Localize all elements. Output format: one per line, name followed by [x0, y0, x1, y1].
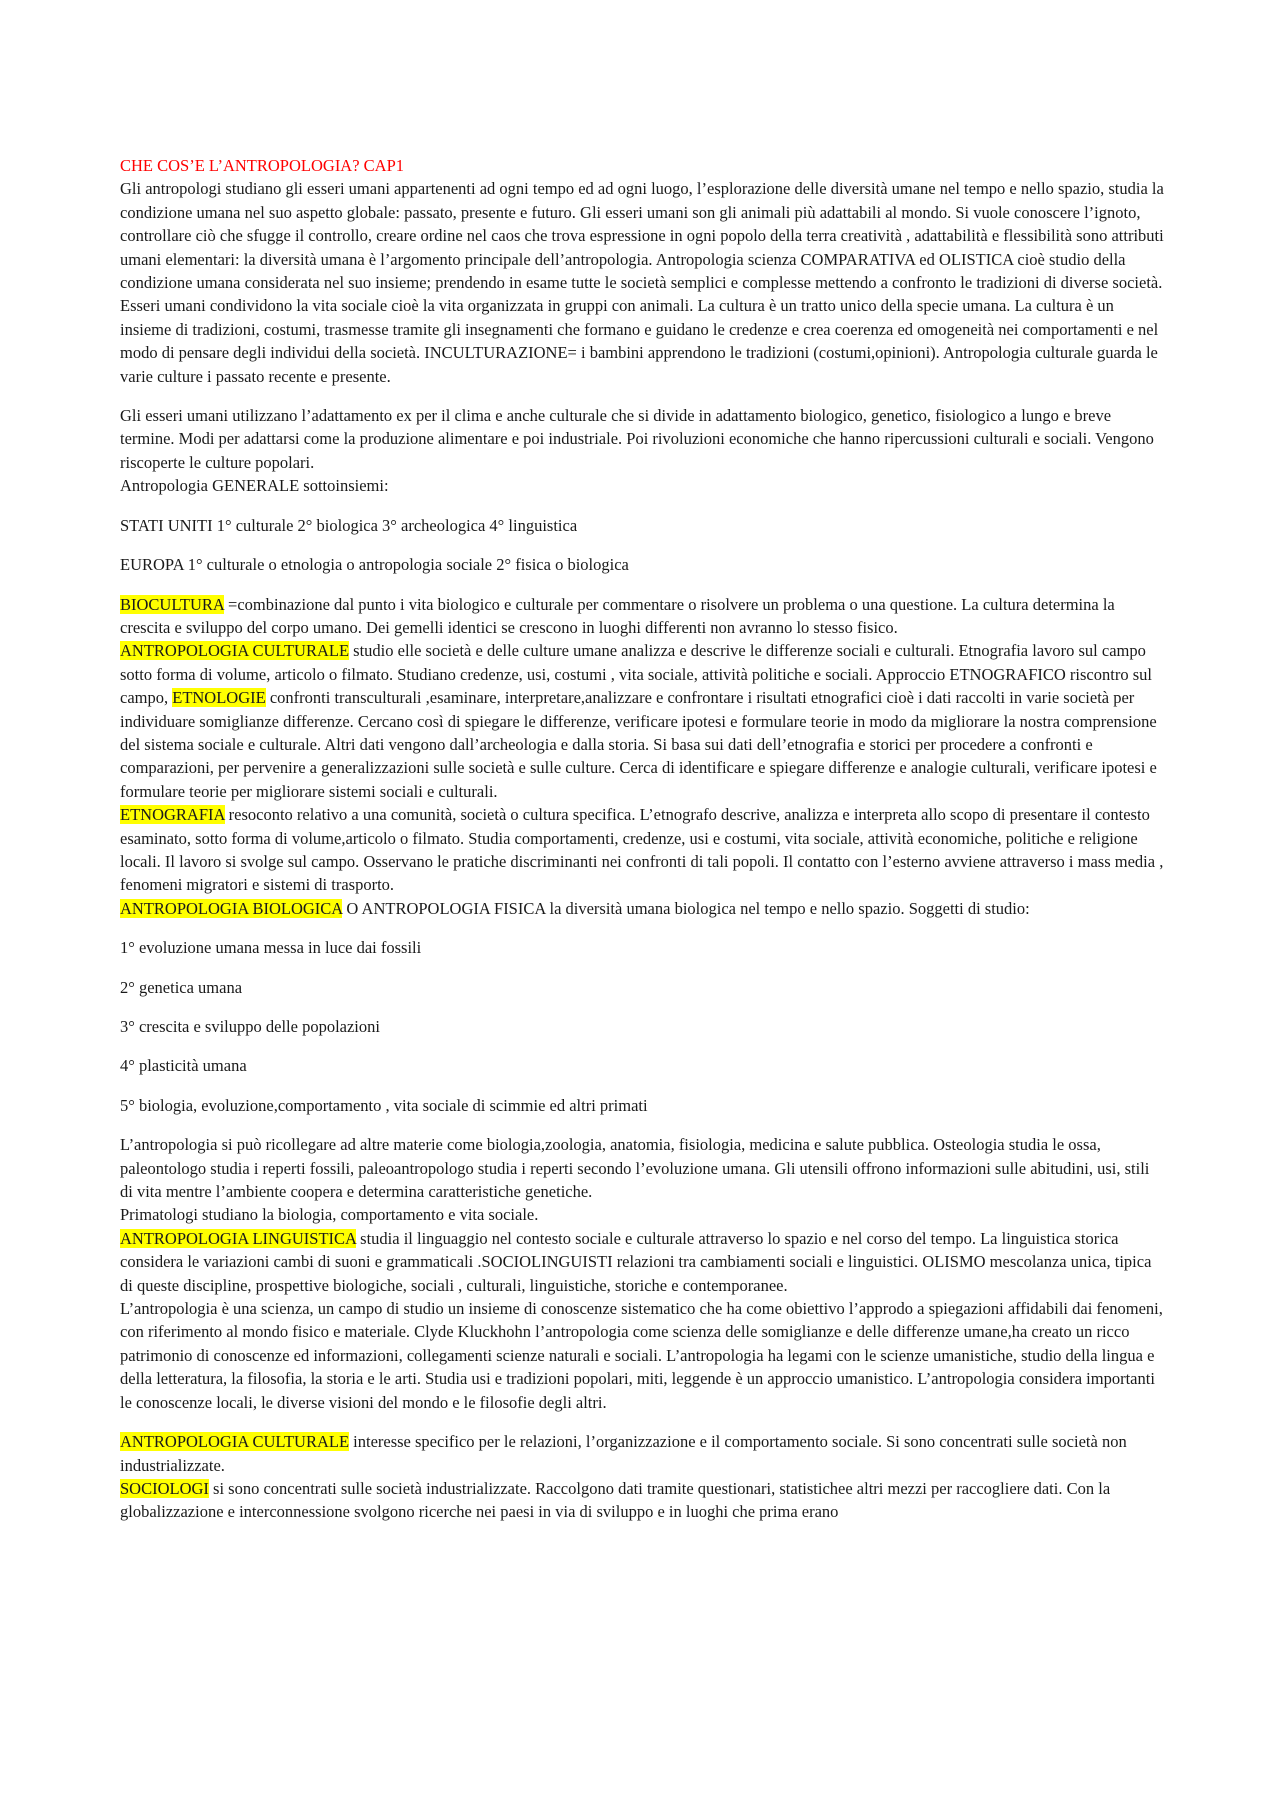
- antropologia-linguistica-text: studia il linguaggio nel contesto sociale e culturale attraverso lo spazio e nel corso del tempo. La linguistica storica considera le variazioni cambi di suoni e grammaticali .SOCIOLINGUISTI relazioni tra cambiamenti sociali e linguistici. OLISMO mescolanza unica, tipica di queste discipline, prospettive biologiche, sociali , culturali, linguistiche, storiche e contemporanee.: [120, 1228, 1152, 1295]
- antropologia-culturale-term: ANTROPOLOGIA CULTURALE: [120, 641, 350, 661]
- sociologi-paragraph: [120, 1477, 1165, 1524]
- etnologie-term: ETNOLOGIE: [172, 688, 266, 708]
- europa-line: EUROPA 1° culturale o etnologia o antropologia sociale 2° fisica o biologica: [120, 555, 629, 575]
- primatologi-line: [120, 1203, 1165, 1226]
- stati-uniti-line: STATI UNITI 1° culturale 2° biologica 3° archeologica 4° linguistica: [120, 515, 578, 535]
- sociologi-text: si sono concentrati sulle società industrializzate. Raccolgono dati tramite questionari, statistichee altri mezzi per raccogliere dati. Con la globalizzazione e interconnessione svolgono ricerche nei paesi in via di sviluppo e in luoghi che prima erano: [120, 1478, 1111, 1522]
- soggetto-item: 4° plasticità umana: [120, 1056, 247, 1076]
- generale-line: Antropologia GENERALE sottoinsiemi:: [120, 476, 389, 496]
- antropologia-linguistica-term: ANTROPOLOGIA LINGUISTICA: [120, 1228, 357, 1248]
- document-page: [120, 154, 1165, 1524]
- biocultura-text: =combinazione dal punto i vita biologico e culturale per commentare o risolvere un problema o una questione. La cultura determina la crescita e sviluppo del corpo umano. Dei gemelli identici se crescono in luoghi differenti non avranno lo stesso fisico.: [120, 594, 1115, 637]
- adattamento-paragraph: Gli esseri umani utilizzano l’adattamento ex per il clima e anche culturale che si divide in adattamento biologico, genetico, fisiologico a lungo e breve termine. Modi per adattarsi come la produzione alimentare e poi industriale. Poi rivoluzioni economiche che hanno ripercussioni culturali e sociali. Vengono riscoperte le culture popolari.: [120, 406, 1154, 472]
- antropologia-biologica-term: ANTROPOLOGIA BIOLOGICA: [120, 898, 343, 918]
- antropologia-linguistica-paragraph: [120, 1227, 1165, 1297]
- soggetto-item: 3° crescita e sviluppo delle popolazioni: [120, 1017, 380, 1036]
- document-title: CHE COS’E L’ANTROPOLOGIA? CAP1: [120, 156, 405, 175]
- etnografia-paragraph: [120, 803, 1165, 897]
- etnografia-text: resoconto relativo a una comunità, società o cultura specifica. L’etnografo descrive, analizza e interpreta allo scopo di presentare il contesto esaminato, sotto forma di volume,articolo o filmato. Studia comportamenti, credenze, usi e costumi, vita sociale, attività economiche, politiche e religione locali. Il lavoro si svolge sul campo. Osservano le pratiche discriminanti nei confronti di tali popoli. Il contatto con l’esterno avviene attraverso i mass media , fenomeni migratori e sistemi di trasporto.: [120, 805, 1164, 895]
- sociologi-term: SOCIOLOGI: [120, 1478, 209, 1498]
- antropologia-culturale-2-text: interesse specifico per le relazioni, l’organizzazione e il comportamento sociale. Si sono concentrati sulle società non industrializzate.: [120, 1432, 1127, 1475]
- soggetto-item: 2° genetica umana: [120, 977, 243, 997]
- ricollegare-paragraph: L’antropologia si può ricollegare ad altre materie come biologia,zoologia, anatomia, fisiologia, medicina e salute pubblica. Osteologia studia le ossa, paleontologo studia i reperti fossili, paleoantropologo studia i reperti secondo l’evoluzione umana. Gli utensili offrono informazioni sulle abitudini, usi, stili di vita mentre l’ambiente coopera e determina caratteristiche genetiche.: [120, 1135, 1150, 1202]
- etnologie-text: confronti transculturali ,esaminare, interpretare,analizzare e confrontare i risultati etnografici cioè i dati raccolti in varie società per individuare somiglianze differenze. Cercano così di spiegare le differenze, verificare ipotesi e formulare teorie in modo da migliorare la nostra comprensione del sistema sociale e culturale. Altri dati vengono dall’archeologia e dalla storia. Si basa sui dati dell’etnografia e storici per procedere a confronti e comparazioni, per pervenire a generalizzazioni sulle società e sulle culture. Cerca di identificare e spiegare differenze e analogie culturali, verificare ipotesi e formulare teorie per migliorare sistemi sociali e culturali.: [120, 688, 1157, 801]
- antropologia-biologica-text: O ANTROPOLOGIA FISICA la diversità umana biologica nel tempo e nello spazio. Soggetti di studio:: [342, 898, 1030, 918]
- soggetto-item: 1° evoluzione umana messa in luce dai fossili: [120, 938, 422, 958]
- antropologia-culturale-2-term: ANTROPOLOGIA CULTURALE: [120, 1432, 350, 1452]
- biocultura-paragraph: [120, 593, 1165, 640]
- soggetto-item: 5° biologia, evoluzione,comportamento , vita sociale di scimmie ed altri primati: [120, 1095, 648, 1115]
- biocultura-term: BIOCULTURA: [120, 594, 224, 614]
- antropologia-culturale-text: studio elle società e delle culture umane analizza e descrive le differenze sociali e culturali. Etnografia lavoro sul campo sotto forma di volume, articolo o filmato. Studiano credenze, usi, costumi , vita sociale, attività politiche e sociali. Approccio ETNOGRAFICO riscontro sul campo,: [120, 641, 1152, 708]
- antropologia-culturale-paragraph: [120, 639, 1165, 803]
- etnografia-term: ETNOGRAFIA: [120, 805, 225, 825]
- scienza-paragraph: L’antropologia è una scienza, un campo di studio un insieme di conoscenze sistematico che ha come obiettivo l’approdo a spiegazioni affidabili dai fenomeni, con riferimento al mondo fisico e materiale. Clyde Kluckhohn l’antropologia come scienza delle somiglianze e delle differenze umane,ha creato un ricco patrimonio di conoscenze ed informazioni, collegamenti scienze naturali e sociali. L’antropologia ha legami con le scienze umanistiche, studio della lingua e della letteratura, la filosofia, la storia e le arti. Studia usi e tradizioni popolari, miti, leggende è un approccio umanistico. L’antropologia considera importanti le conoscenze locali, le diverse visioni del mondo e le filosofie degli altri.: [120, 1299, 1163, 1412]
- antropologia-biologica-paragraph: [120, 897, 1165, 920]
- primatologi-text: Primatologi studiano la biologia, comportamento e vita sociale.: [120, 1205, 539, 1225]
- intro-paragraph: Gli antropologi studiano gli esseri umani appartenenti ad ogni tempo ed ad ogni luogo, l’esplorazione delle diversità umane nel tempo e nello spazio, studia la condizione umana nel suo aspetto globale: passato, presente e futuro. Gli esseri umani son gli animali più adattabili al mondo. Si vuole conoscere l’ignoto, controllare ciò che sfugge il controllo, creare ordine nel caos che trova espressione in ogni popolo della terra creatività , adattabilità e flessibilità sono attributi umani elementari: la diversità umana è l’argomento principale dell’antropologia. Antropologia scienza COMPARATIVA ed OLISTICA cioè studio della condizione umana considerata nel suo insieme; prendendo in esame tutte le società semplici e complesse mettendo a confronto le tradizioni di diverse società. Esseri umani condividono la vita sociale cioè la vita organizzata in gruppi con animali. La cultura è un tratto unico della specie umana. La cultura è un insieme di tradizioni, costumi, trasmesse tramite gli insegnamenti che formano e guidano le credenze e crea coerenza ed omogeneità nei comportamenti e nel modo di pensare degli individui della società. INCULTURAZIONE= i bambini apprendono le tradizioni (costumi,opinioni). Antropologia culturale guarda le varie culture i passato recente e presente.: [120, 179, 1164, 386]
- antropologia-culturale-2-paragraph: [120, 1430, 1165, 1477]
